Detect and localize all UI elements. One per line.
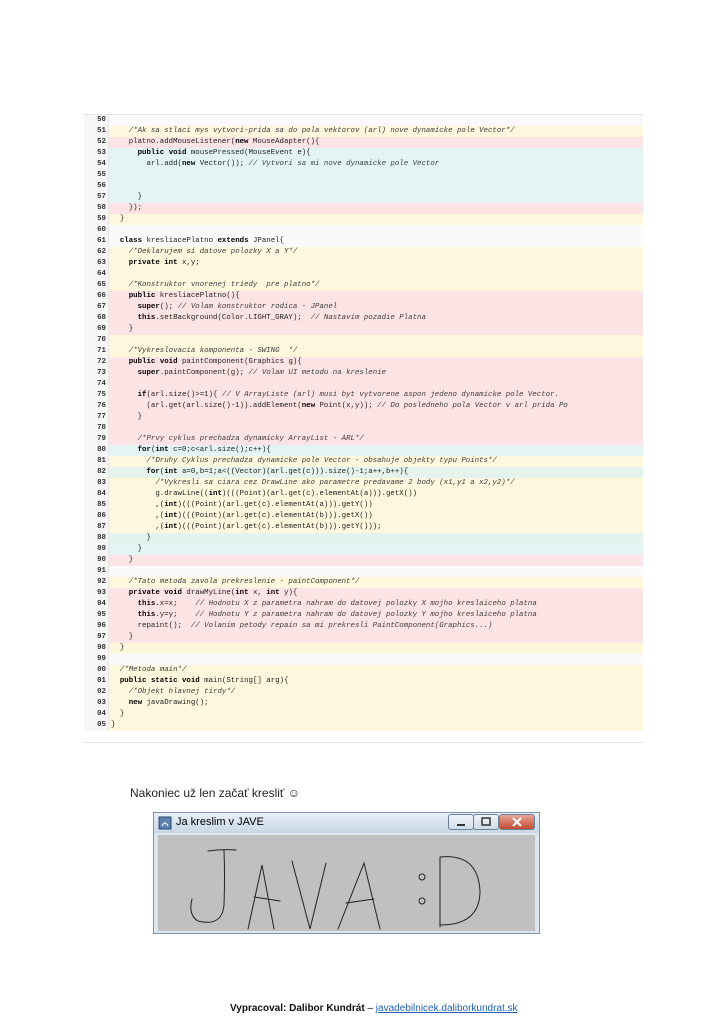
line-number: 58 (84, 203, 109, 214)
code-text: super(); // Volam konstruktor rodica - JPanel (137, 303, 338, 311)
line-number: 92 (84, 577, 109, 588)
code-text: }); (111, 204, 143, 212)
code-text: /*Ak sa stlaci mys vytvori-prida sa do pola vektorov (arl) nove dynamicke pole Vector*/ (128, 127, 515, 135)
code-line (84, 676, 643, 687)
line-number: 96 (84, 621, 109, 632)
code-line (84, 555, 643, 566)
line-number: 99 (84, 654, 109, 665)
code-line (84, 654, 643, 665)
code-line (84, 456, 643, 467)
code-text: } (111, 556, 134, 564)
caption-text: Nakoniec už len začať kresliť ☺ (130, 786, 300, 800)
code-line (84, 489, 643, 500)
code-text: /*Objekt hlavnej tirdy*/ (128, 688, 236, 696)
footer (230, 1003, 518, 1014)
stroke-A2 (338, 863, 380, 929)
close-icon (500, 815, 534, 829)
line-number: 73 (84, 368, 109, 379)
author-label: Vypracoval: Dalibor Kundrát (230, 1003, 365, 1014)
code-text: /*Vykreslovacia komponenta - SWING */ (128, 347, 298, 355)
line-number: 82 (84, 467, 109, 478)
line-number: 02 (84, 687, 109, 698)
minimize-button[interactable] (448, 814, 474, 830)
window-titlebar[interactable] (154, 813, 539, 833)
code-line (84, 291, 643, 302)
code-text: private void drawMyLine(int x, int y){ (128, 589, 298, 597)
code-line (84, 324, 643, 335)
code-text: g.drawLine((int)(((Point)(arl.get(c).elementAt(a))).getX()) (111, 490, 418, 498)
code-line (84, 478, 643, 489)
line-number: 60 (84, 225, 109, 236)
line-number: 56 (84, 181, 109, 192)
code-text: } (111, 710, 125, 718)
stroke-V (292, 861, 326, 929)
line-number: 75 (84, 390, 109, 401)
code-text: } (111, 193, 143, 201)
website-link[interactable]: javadebilnicek.daliborkundrat.sk (375, 1003, 518, 1014)
app-window (153, 812, 540, 934)
code-line (84, 687, 643, 698)
code-text (109, 379, 643, 390)
code-text: } (111, 413, 143, 421)
code-line (84, 665, 643, 676)
code-text: ,(int)(((Point)(arl.get(c).elementAt(a))).getY()) (111, 501, 373, 509)
line-number: 93 (84, 588, 109, 599)
code-line (84, 544, 643, 555)
code-line (84, 203, 643, 214)
line-number: 69 (84, 324, 109, 335)
line-number: 72 (84, 357, 109, 368)
code-line (84, 599, 643, 610)
line-number: 77 (84, 412, 109, 423)
code-text (109, 423, 643, 434)
line-number: 85 (84, 500, 109, 511)
line-number: 00 (84, 665, 109, 676)
line-number: 87 (84, 522, 109, 533)
code-line (84, 643, 643, 654)
code-line (84, 368, 643, 379)
code-line (84, 280, 643, 291)
code-line (84, 434, 643, 445)
code-line (84, 335, 643, 346)
code-text (109, 654, 643, 665)
code-text: public void paintComponent(Graphics g){ (128, 358, 302, 366)
code-line (84, 412, 643, 423)
code-text (109, 225, 643, 236)
code-text: } (111, 215, 125, 223)
code-line (84, 313, 643, 324)
line-number: 98 (84, 643, 109, 654)
line-number: 61 (84, 236, 109, 247)
code-line (84, 390, 643, 401)
code-line (84, 302, 643, 313)
line-number: 74 (84, 379, 109, 390)
code-line (84, 720, 643, 731)
line-number: 71 (84, 346, 109, 357)
code-text: private int x,y; (128, 259, 200, 267)
line-number: 70 (84, 335, 109, 346)
java-icon (158, 816, 172, 830)
code-line (84, 698, 643, 709)
line-number: 88 (84, 533, 109, 544)
code-line (84, 357, 643, 368)
close-button[interactable] (499, 814, 535, 830)
code-text: this.x=x; // Hodnotu X z parametra nahram do datovej polozky X mojho kreslaiceho platna (137, 600, 537, 608)
code-text: } (111, 633, 134, 641)
line-number: 55 (84, 170, 109, 181)
code-text: /*Metoda main*/ (119, 666, 187, 674)
line-number: 57 (84, 192, 109, 203)
stroke-A1 (248, 865, 280, 929)
line-number: 66 (84, 291, 109, 302)
line-number: 53 (84, 148, 109, 159)
code-text (109, 335, 643, 346)
code-text (109, 115, 643, 126)
line-number: 50 (84, 115, 109, 126)
drawing-canvas[interactable] (158, 835, 535, 931)
code-text: for(int c=0;c<arl.size();c++){ (137, 446, 271, 454)
line-number: 78 (84, 423, 109, 434)
code-line (84, 181, 643, 192)
line-number: 59 (84, 214, 109, 225)
code-text: ,(int)(((Point)(arl.get(c).elementAt(b))).getY())); (111, 523, 382, 531)
minimize-icon (449, 815, 473, 829)
code-line (84, 346, 643, 357)
code-text (109, 269, 643, 280)
line-number: 64 (84, 269, 109, 280)
code-line (84, 137, 643, 148)
code-line (84, 148, 643, 159)
code-text: } (111, 534, 151, 542)
code-line (84, 533, 643, 544)
line-number: 68 (84, 313, 109, 324)
line-number: 63 (84, 258, 109, 269)
line-number: 79 (84, 434, 109, 445)
code-text: ,(int)(((Point)(arl.get(c).elementAt(b))).getX()) (111, 512, 373, 520)
line-number: 90 (84, 555, 109, 566)
code-line (84, 566, 643, 577)
code-line (84, 247, 643, 258)
code-text: super.paintComponent(g); // Volam UI metodu na kreslenie (137, 369, 387, 377)
code-line (84, 577, 643, 588)
code-line (84, 269, 643, 280)
code-text: repaint(); // Volanim petody repain sa mi prekresli PaintComponent(Graphics...) (111, 622, 493, 630)
code-line (84, 467, 643, 478)
line-number: 54 (84, 159, 109, 170)
line-number: 86 (84, 511, 109, 522)
line-number: 04 (84, 709, 109, 720)
line-number: 76 (84, 401, 109, 412)
code-line (84, 511, 643, 522)
line-number: 05 (84, 720, 109, 731)
code-text: platno.addMouseListener(new MouseAdapter(){ (111, 138, 320, 146)
code-line (84, 225, 643, 236)
line-number: 89 (84, 544, 109, 555)
code-line (84, 258, 643, 269)
code-line (84, 621, 643, 632)
stroke-colon-bottom (419, 898, 425, 904)
line-number: 51 (84, 126, 109, 137)
line-number: 62 (84, 247, 109, 258)
line-number: 84 (84, 489, 109, 500)
line-number: 94 (84, 599, 109, 610)
code-text: arl.add(new Vector()); // Vytvori sa mi nove dynamicke pole Vector (111, 160, 440, 168)
stroke-J (191, 850, 236, 923)
code-line (84, 445, 643, 456)
code-line (84, 709, 643, 720)
code-line (84, 170, 643, 181)
code-text: for(int a=0,b=1;a<((Vector)(arl.get(c))).size()-1;a++,b++){ (146, 468, 409, 476)
line-number: 91 (84, 566, 109, 577)
code-line (84, 423, 643, 434)
code-text: /*Deklarujem si datove polozky X a Y*/ (128, 248, 298, 256)
freehand-drawing (158, 835, 535, 931)
window-title: Ja kreslim v JAVE (176, 816, 264, 828)
code-line (84, 115, 643, 126)
code-text: this.y=y; // Hodnotu Y z parametra nahram do datovej polozky Y mojho kreslaiceho platna (137, 611, 537, 619)
code-text: class kresliacePlatno extends JPanel{ (119, 237, 284, 245)
code-text: /*Druhy Cyklus prechadza dynamicke pole Vector - obsahuje objekty typu Points*/ (146, 457, 497, 465)
maximize-icon (474, 815, 498, 829)
code-text (109, 566, 643, 577)
code-line (84, 126, 643, 137)
line-number: 81 (84, 456, 109, 467)
footer-separator: – (364, 1003, 376, 1014)
stroke-D (440, 857, 480, 927)
code-text: } (111, 721, 116, 729)
code-text: public void mousePressed(MouseEvent e){ (137, 149, 311, 157)
code-line (84, 500, 643, 511)
code-line (84, 610, 643, 621)
code-line (84, 236, 643, 247)
maximize-button[interactable] (473, 814, 499, 830)
code-text: } (111, 325, 134, 333)
code-line (84, 214, 643, 225)
code-line (84, 159, 643, 170)
code-line (84, 379, 643, 390)
code-text: } (111, 644, 125, 652)
line-number: 95 (84, 610, 109, 621)
code-text: public kresliacePlatno(){ (128, 292, 240, 300)
code-text: } (111, 545, 143, 553)
line-number: 01 (84, 676, 109, 687)
line-number: 97 (84, 632, 109, 643)
code-text: /*Vykresli sa ciara cez DrawLine ako parametre predavame 2 body (x1,y1 a x2,y2)*/ (155, 479, 515, 487)
code-text: new javaDrawing(); (128, 699, 209, 707)
code-text: /*Tato metoda zavola prekreslenie - paintComponent*/ (128, 578, 360, 586)
code-line (84, 588, 643, 599)
code-text: public static void main(String[] arg){ (119, 677, 289, 685)
code-text (109, 181, 643, 192)
code-text: if(arl.size()>=1){ // V ArrayListe (arl) musi byt vytvorene aspon jedeno dynamicke pole Vector. (137, 391, 559, 399)
code-text (109, 170, 643, 181)
code-listing (84, 114, 643, 743)
code-text: (arl.get(arl.size()-1)).addElement(new Point(x,y)); // Do posledneho pola Vector v arl prida Po (111, 402, 568, 410)
code-line (84, 522, 643, 533)
line-number: 67 (84, 302, 109, 313)
code-text: /*Konstruktor vnorenej triedy pre platno*/ (128, 281, 320, 289)
line-number: 83 (84, 478, 109, 489)
line-number: 80 (84, 445, 109, 456)
code-text: this.setBackground(Color.LIGHT_GRAY); // Nastavim pozadie Platna (137, 314, 426, 322)
line-number: 52 (84, 137, 109, 148)
stroke-colon-top (419, 874, 425, 880)
line-number: 65 (84, 280, 109, 291)
line-number: 03 (84, 698, 109, 709)
code-line (84, 192, 643, 203)
code-line (84, 632, 643, 643)
code-text: /*Prvy cyklus prechadza dynamicky ArrayList - ARL*/ (137, 435, 364, 443)
code-line (84, 401, 643, 412)
